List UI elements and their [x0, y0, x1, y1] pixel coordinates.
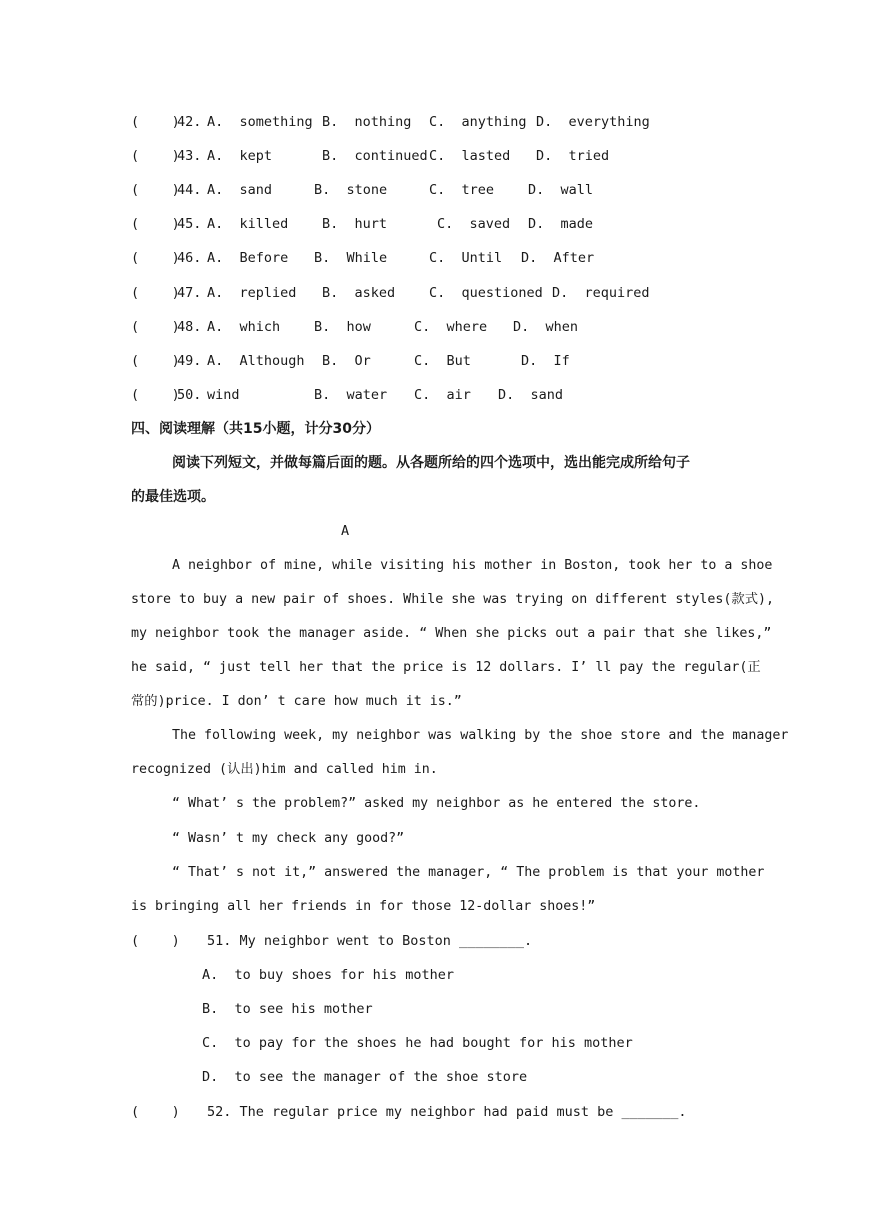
option-c: C. anything — [429, 114, 527, 130]
option-d: D. After — [521, 250, 595, 266]
option-d: D. required — [552, 285, 650, 301]
passage-line: my neighbor took the manager aside. “ When she picks out a pair that she likes,” — [131, 626, 772, 641]
passage-line: 常的)price. I don’ t care how much it is.” — [131, 694, 462, 709]
option-b: B. Or — [322, 353, 371, 369]
option-a: A. killed — [207, 216, 289, 232]
passage-line: is bringing all her friends in for those 12-dollar shoes!” — [131, 899, 596, 914]
option-a: A. sand — [207, 182, 273, 198]
option-d: D. everything — [536, 114, 650, 130]
option-d: D. wall — [528, 182, 594, 198]
option-a: A. Before — [207, 250, 289, 266]
question-number: 47. — [177, 285, 202, 301]
question-number: 44. — [177, 182, 202, 198]
option-b: B. nothing — [322, 114, 412, 130]
option-a: A. something — [207, 114, 313, 130]
option-d: D. If — [521, 353, 570, 369]
question-number: 42. — [177, 114, 202, 130]
option-c: C. tree — [429, 182, 495, 198]
answer-paren: ( ) — [131, 148, 180, 164]
question-number: 43. — [177, 148, 202, 164]
option-a: A. kept — [207, 148, 273, 164]
answer-paren: ( ) — [131, 319, 180, 335]
option-b: B. asked — [322, 285, 396, 301]
option-c: C. But — [414, 353, 471, 369]
answer-paren: ( ) — [131, 387, 180, 403]
answer-paren: ( ) — [131, 285, 180, 301]
option-d: D. to see the manager of the shoe store — [202, 1069, 528, 1085]
option-d: D. sand — [498, 387, 564, 403]
question-stem: 51. My neighbor went to Boston ________. — [207, 933, 533, 949]
option-d: D. tried — [536, 148, 610, 164]
passage-line: The following week, my neighbor was walking by the shoe store and the manager — [172, 728, 789, 743]
option-a: A. Although — [207, 353, 305, 369]
passage-line: store to buy a new pair of shoes. While she was trying on different styles(款式), — [131, 592, 775, 607]
passage-line: “ What’ s the problem?” asked my neighbor as he entered the store. — [172, 796, 701, 811]
answer-paren: ( ) — [131, 216, 180, 232]
option-a: A. to buy shoes for his mother — [202, 967, 454, 983]
question-stem: 52. The regular price my neighbor had paid must be _______. — [207, 1104, 687, 1120]
section-heading: 四、阅读理解（共15小题，计分30分） — [131, 421, 380, 437]
passage-line: he said, “ just tell her that the price is 12 dollars. I’ ll pay the regular(正 — [131, 660, 761, 675]
option-d: D. when — [513, 319, 579, 335]
answer-paren: ( ) — [131, 1104, 180, 1120]
option-b: B. water — [314, 387, 388, 403]
answer-paren: ( ) — [131, 353, 180, 369]
question-number: 49. — [177, 353, 202, 369]
option-c: C. to pay for the shoes he had bought for his mother — [202, 1035, 633, 1051]
option-b: B. hurt — [322, 216, 388, 232]
question-number: 45. — [177, 216, 202, 232]
answer-paren: ( ) — [131, 933, 180, 949]
option-a: A. which — [207, 319, 281, 335]
answer-paren: ( ) — [131, 182, 180, 198]
option-a: A. replied — [207, 285, 297, 301]
answer-paren: ( ) — [131, 250, 180, 266]
passage-line: recognized (认出)him and called him in. — [131, 762, 438, 777]
answer-paren: ( ) — [131, 114, 180, 130]
option-b: B. stone — [314, 182, 388, 198]
passage-label: A — [341, 523, 350, 539]
passage-line: “ That’ s not it,” answered the manager, “ The problem is that your mother — [172, 865, 765, 880]
option-c: C. questioned — [429, 285, 543, 301]
option-b: B. to see his mother — [202, 1001, 373, 1017]
passage-line: A neighbor of mine, while visiting his mother in Boston, took her to a shoe — [172, 558, 773, 573]
passage-line: “ Wasn’ t my check any good?” — [172, 831, 405, 846]
option-b: B. While — [314, 250, 388, 266]
option-b: B. how — [314, 319, 371, 335]
option-c: C. air — [414, 387, 471, 403]
section-instruction: 阅读下列短文，并做每篇后面的题。从各题所给的四个选项中，选出能完成所给句子 — [172, 455, 690, 471]
option-b: B. continued — [322, 148, 428, 164]
question-number: 46. — [177, 250, 202, 266]
option-d: D. made — [528, 216, 594, 232]
option-c: C. saved — [437, 216, 511, 232]
option-c: C. where — [414, 319, 488, 335]
section-instruction-cont: 的最佳选项。 — [131, 489, 215, 505]
question-number: 50. — [177, 387, 202, 403]
option-c: C. lasted — [429, 148, 511, 164]
option-a: wind — [207, 387, 240, 403]
question-number: 48. — [177, 319, 202, 335]
option-c: C. Until — [429, 250, 503, 266]
